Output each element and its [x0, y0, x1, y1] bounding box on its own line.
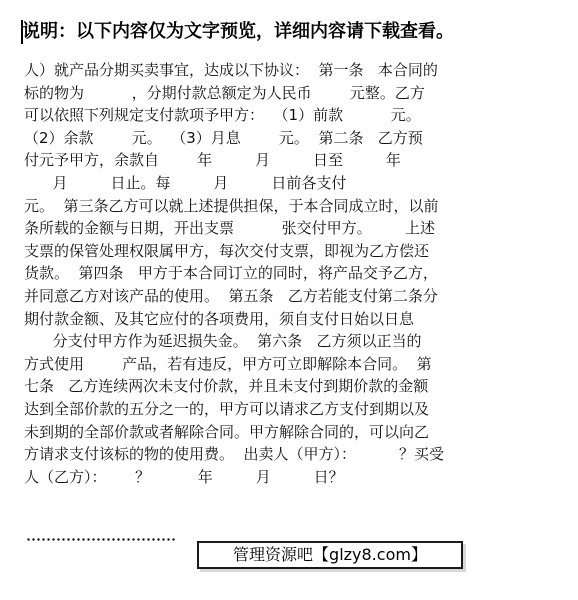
- contract-line: 月 日止。每 月 日前各支付: [24, 173, 347, 192]
- contract-line: 人）就产品分期买卖事宜，达成以下协议： 第一条 本合同的: [24, 61, 438, 79]
- contract-line: 分支付甲方作为延迟损失金。 第六条 乙方须以正当的: [24, 332, 422, 351]
- contract-line: 货款。 第四条 甲方于本合同订立的同时，将产品交予乙方，: [24, 264, 438, 283]
- contract-line: 人（乙方）： ？ 年 月 日？: [24, 467, 344, 486]
- contract-line: 元。 第三条乙方可以就上述提供担保，于本合同成立时，以前: [24, 196, 439, 215]
- contract-line: 期付款金额、及其它应付的各项费用，须自支付日始以日息: [24, 309, 415, 328]
- contract-line: 付元予甲方，余款自 年 月 日至 年: [24, 151, 401, 170]
- contract-line: 七条 乙方连续两次未支付价款，并且未支付到期价款的金额: [24, 377, 429, 396]
- contract-line: 方请求支付该标的物的使用费。 出卖人（甲方）： ？买受: [24, 445, 444, 464]
- dotted-leader: [26, 535, 176, 543]
- contract-line: 并同意乙方对该产品的使用。 第五条 乙方若能支付第二条分: [24, 286, 438, 305]
- contract-line: 支票的保管处理权限属甲方，每次交付支票，即视为乙方偿还: [24, 241, 430, 260]
- contract-line: 达到全部价款的五分之一的，甲方可以请求乙方支付到期以及: [24, 399, 430, 418]
- contract-line: 未到期的全部价款或者解除合同。甲方解除合同的，可以向乙: [24, 422, 430, 441]
- contract-line: 可以依照下列规定支付款项予甲方： （1）前款 元。: [24, 106, 421, 125]
- contract-text: [24, 59, 554, 488]
- contract-line: 方式使用 产品，若有违反，甲方可立即解除本合同。 第: [24, 354, 432, 373]
- contract-line: 条所载的金额与日期，开出支票 张交付甲方。 上述: [24, 219, 436, 238]
- preview-notice: 说明：以下内容仅为文字预览，详细内容请下载查看。: [22, 21, 454, 42]
- contract-line: 标的物为 ，分期付款总额定为人民币 元整。乙方: [24, 83, 425, 102]
- source-link-box[interactable]: 管理资源吧【glzy8.com】: [197, 541, 463, 569]
- contract-line: （2）余款 元。 （3）月息 元。 第二条 乙方预: [24, 128, 423, 147]
